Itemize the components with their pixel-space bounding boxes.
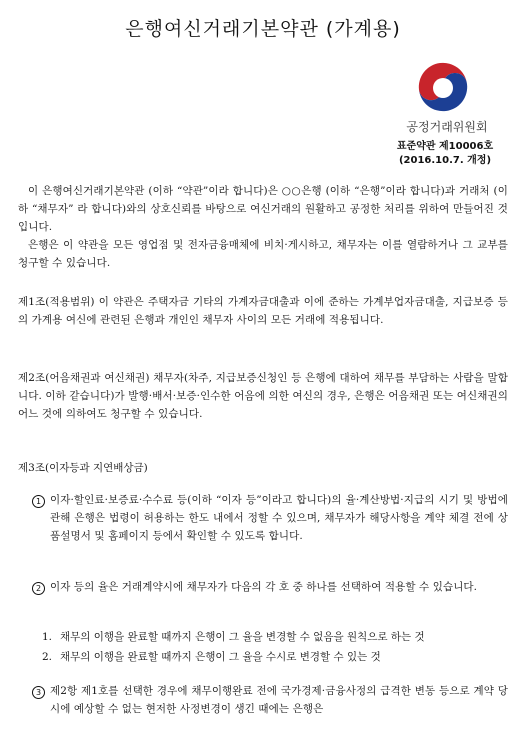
clause-number-circle: 2 — [32, 582, 45, 595]
document-title: 은행여신거래기본약관 (가계용) — [125, 18, 401, 40]
article-heading: 제1조(적용범위) — [18, 296, 95, 308]
article-text: 채무자(차주, 지급보증신청인 등 은행에 대하여 채무를 부담하는 사람을 말합니다. 이하 같습니다)가 발행·배서·보증·인수한 어음에 의한 여신의 경우, 은행은 어음채권 또는 여신채권의 어느 것에 의하여도 청구할 수 있습니다. — [18, 372, 508, 420]
standard-number: 표준약관 제10006호 — [396, 141, 494, 152]
taeguk-emblem-icon — [415, 60, 471, 116]
article-heading: 제2조(어음채권과 여신채권) — [18, 372, 150, 384]
clause-number-circle: 3 — [32, 686, 45, 699]
sub-item-number: 2. — [42, 651, 53, 663]
sub-item-number: 1. — [42, 631, 53, 643]
intro-paragraph: 이 은행여신거래기본약관 (이하 “약관”이라 합니다)은 ○○은행 (이하 “은행”이라 합니다)과 거래처 (이하 “채무자” 라 합니다)와의 상호신뢰를 바탕으로 여신거래의 원활하고 공정한 처리를 위하여 만들어진 것입니다. — [18, 185, 508, 233]
article-2 — [18, 369, 508, 423]
article-3-clause: 이자 등의 율은 거래계약시에 채무자가 다음의 각 호 중 하나를 선택하여 적용할 수 있습니다. — [50, 581, 478, 593]
intro-paragraph: 은행은 이 약관을 모든 영업점 및 전자금융매체에 비치·게시하고, 채무자는 이를 열람하거나 그 교부를 청구할 수 있습니다. — [18, 239, 508, 269]
article-3-heading: 제3조(이자등과 지연배상금) — [18, 462, 148, 474]
agency-name: 공정거래위원회 — [406, 120, 488, 134]
article-text: 이 약관은 주택자금 기타의 가계자금대출과 이에 준하는 가계부업자금대출, 지급보증 등의 가계용 여신에 관련된 은행과 개인인 채무자 사이의 모든 거래에 적용됩니다. — [18, 296, 508, 326]
sub-item-text: 채무의 이행을 완료할 때까지 은행이 그 율을 수시로 변경할 수 있는 것 — [60, 651, 381, 663]
article-3-clause: 제2항 제1호를 선택한 경우에 채무이행완료 전에 국가경제·금융사정의 급격한 변동 등으로 계약 당시에 예상할 수 없는 현저한 사정변경이 생긴 때에는 은행은 — [50, 685, 508, 715]
article-3-clause: 이자·할인료·보증료·수수료 등(이하 “이자 등”이라고 합니다)의 율·계산방법·지급의 시기 및 방법에 관해 은행은 법령이 허용하는 한도 내에서 정할 수 있으며, 채무자가 해당사항을 계약 체결 전에 상품설명서 및 홈페이지 등에서 확인할 수 있도록 합니다. — [50, 494, 508, 542]
clause-number-circle: 1 — [32, 495, 45, 508]
revision-date: (2016.10.7. 개정) — [398, 155, 492, 166]
article-1 — [18, 293, 508, 329]
sub-item-text: 채무의 이행을 완료할 때까지 은행이 그 율을 변경할 수 없음을 원칙으로 하는 것 — [60, 631, 425, 643]
